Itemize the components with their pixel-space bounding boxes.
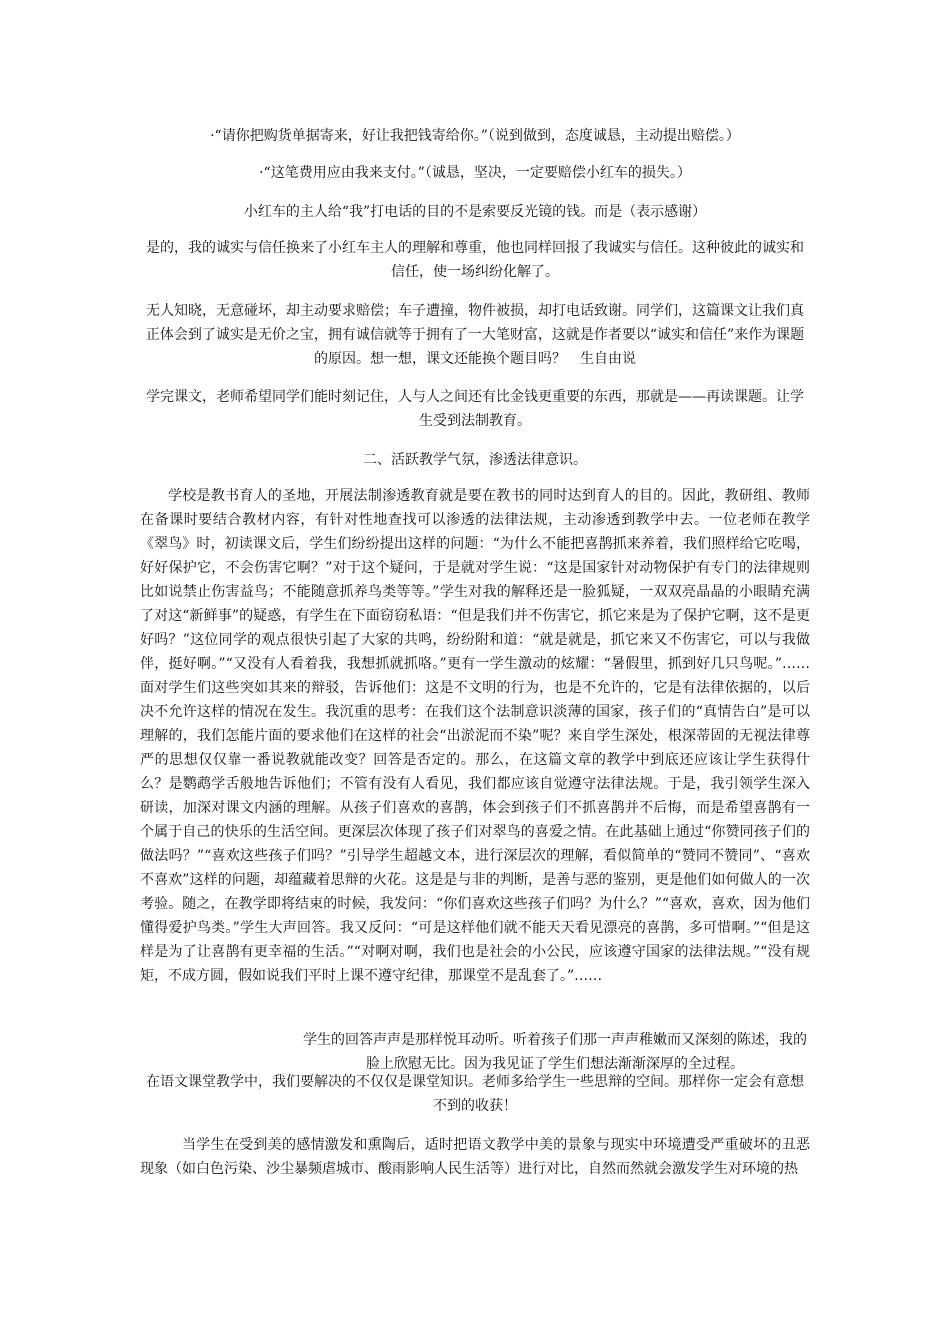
paragraph-4: 是的，我的诚实与信任换来了小红车主人的理解和尊重，他也同样回报了我诚实与信任。这种彼此的诚实和信任，使一场纠纷化解了。: [146, 240, 804, 280]
section-heading: 二、活跃教学气氛，渗透法律意识。: [363, 452, 587, 468]
paragraph-7: 学校是教书育人的圣地，开展法制渗透教育就是要在教书的同时达到育人的目的。因此，教研组、教师在备课时要结合教材内容，有针对性地查找可以渗透的法律法规，主动渗透到教学中去。一位老师在教学《翠鸟》时，初读课文后，学生们纷纷提出这样的问题：“为什么不能把喜鹊抓来养着，我们照样给它吃喝，好好保护它，不会伤害它啊？”对于这个疑问，于是就对学生说：“这是国家针对动物保护有专门的法律规则比如说禁止伤害益鸟；不能随意抓养鸟类等等。”学生对我的解释还是一脸狐疑，一双双亮晶晶的小眼睛充满了对这“新鲜事”的疑惑，有学生在下面窃窃私语：“但是我们并不伤害它，抓它来是为了保护它啊，这不是更好吗？”这位同学的观点很快引起了大家的共鸣，纷纷附和道：“就是就是，抓它来又不伤害它，可以与我做伴，挺好啊。”“又没有人看着我，我想抓就抓咯。”更有一学生激动的炫耀：“暑假里，抓到好几只鸟呢。”……面对学生们这些突如其来的辩驳，告诉他们：这是不文明的行为，也是不允许的，它是有法律依据的，以后决不允许这样的情况在发生。我沉重的思考：在我们这个法制意识淡薄的国家，孩子们的“真情告白”是可以理解的，我们怎能片面的要求他们在这样的社会“出淤泥而不染”呢？来自学生深处，根深蒂固的无视法律尊严的思想仅仅靠一番说教就能改变？回答是否定的。那么，在这篇文章的教学中到底还应该让学生获得什么？是鹦鹉学舌般地告诉他们；不管有没有人看见，我们都应该自觉遵守法律法规。于是，我引领学生深入研读，加深对课文内涵的理解。从孩子们喜欢的喜鹊，体会到孩子们不抓喜鹊并不后悔，而是希望喜鹊有一个属于自己的快乐的生活空间。更深层次体现了孩子们对翠鸟的喜爱之情。在此基础上通过“你赞同孩子们的做法吗？”“喜欢这些孩子们吗？”引导学生超越文本，进行深层次的理解，看似简单的“赞同不赞同”、“喜欢不喜欢”这样的问题，却蕴藏着思辩的火花。这是是与非的判断，是善与恶的鉴别，更是他们如何做人的一次考验。随之，在教学即将结束的时候，我发问：“你们喜欢这些孩子们吗？为什么？”“喜欢，喜欢，因为他们懂得爱护鸟类。”学生大声回答。我又反问：“可是这样他们就不能天天看见漂亮的喜鹊，多可惜啊。”“但是这样是为了让喜鹊有更幸福的生活。”“对啊对啊，我们也是社会的小公民，应该遵守国家的法律法规。”“没有规矩，不成方圆，假如说我们平时上课不遵守纪律，那课堂不是乱套了。”……: [140, 488, 810, 984]
paragraph-6: 学完课文，老师希望同学们能时刻记住，人与人之间还有比金钱更重要的东西，那就是——再读课题。让学生受到法制教育。: [146, 389, 804, 429]
paragraph-1: ·“请你把购货单据寄来，好让我把钱寄给你。”（说到做到，态度诚恳，主动提出赔偿。）: [210, 128, 740, 144]
paragraph-2: ·“这笔费用应由我来支付。”（诚恳，坚决，一定要赔偿小红车的损失。）: [259, 165, 691, 181]
paragraph-8: 学生的回答声声是那样悦耳动听。听着孩子们那一声声稚嫩而又深刻的陈述，我的脸上欣慰无比。因为我见证了学生们想法渐渐深厚的全过程。: [303, 1032, 807, 1072]
paragraph-10: 当学生在受到美的感情激发和熏陶后，适时把语文教学中美的景象与现实中环境遭受严重破坏的丑恶现象（如白色污染、沙尘暴频虐城市、酸雨影响人民生活等）进行对比，自然而然就会激发学生对环境的热: [140, 1137, 810, 1177]
paragraph-9: 在语文课堂教学中，我们要解决的不仅仅是课堂知识。老师多给学生一些思辩的空间。那样你一定会有意想不到的收获！: [146, 1074, 804, 1114]
paragraph-5: 无人知晓，无意碰坏，却主动要求赔偿；车子遭撞，物件被损，却打电话致谢。同学们，这篇课文让我们真正体会到了诚实是无价之宝，拥有诚信就等于拥有了一大笔财富，这就是作者要以“诚实和信任”来作为课题的原因。想一想，课文还能换个题目吗？ 生自由说: [145, 303, 805, 367]
paragraph-3: 小红车的主人给“我”打电话的目的不是索要反光镜的钱。而是（表示感谢）: [243, 204, 707, 220]
